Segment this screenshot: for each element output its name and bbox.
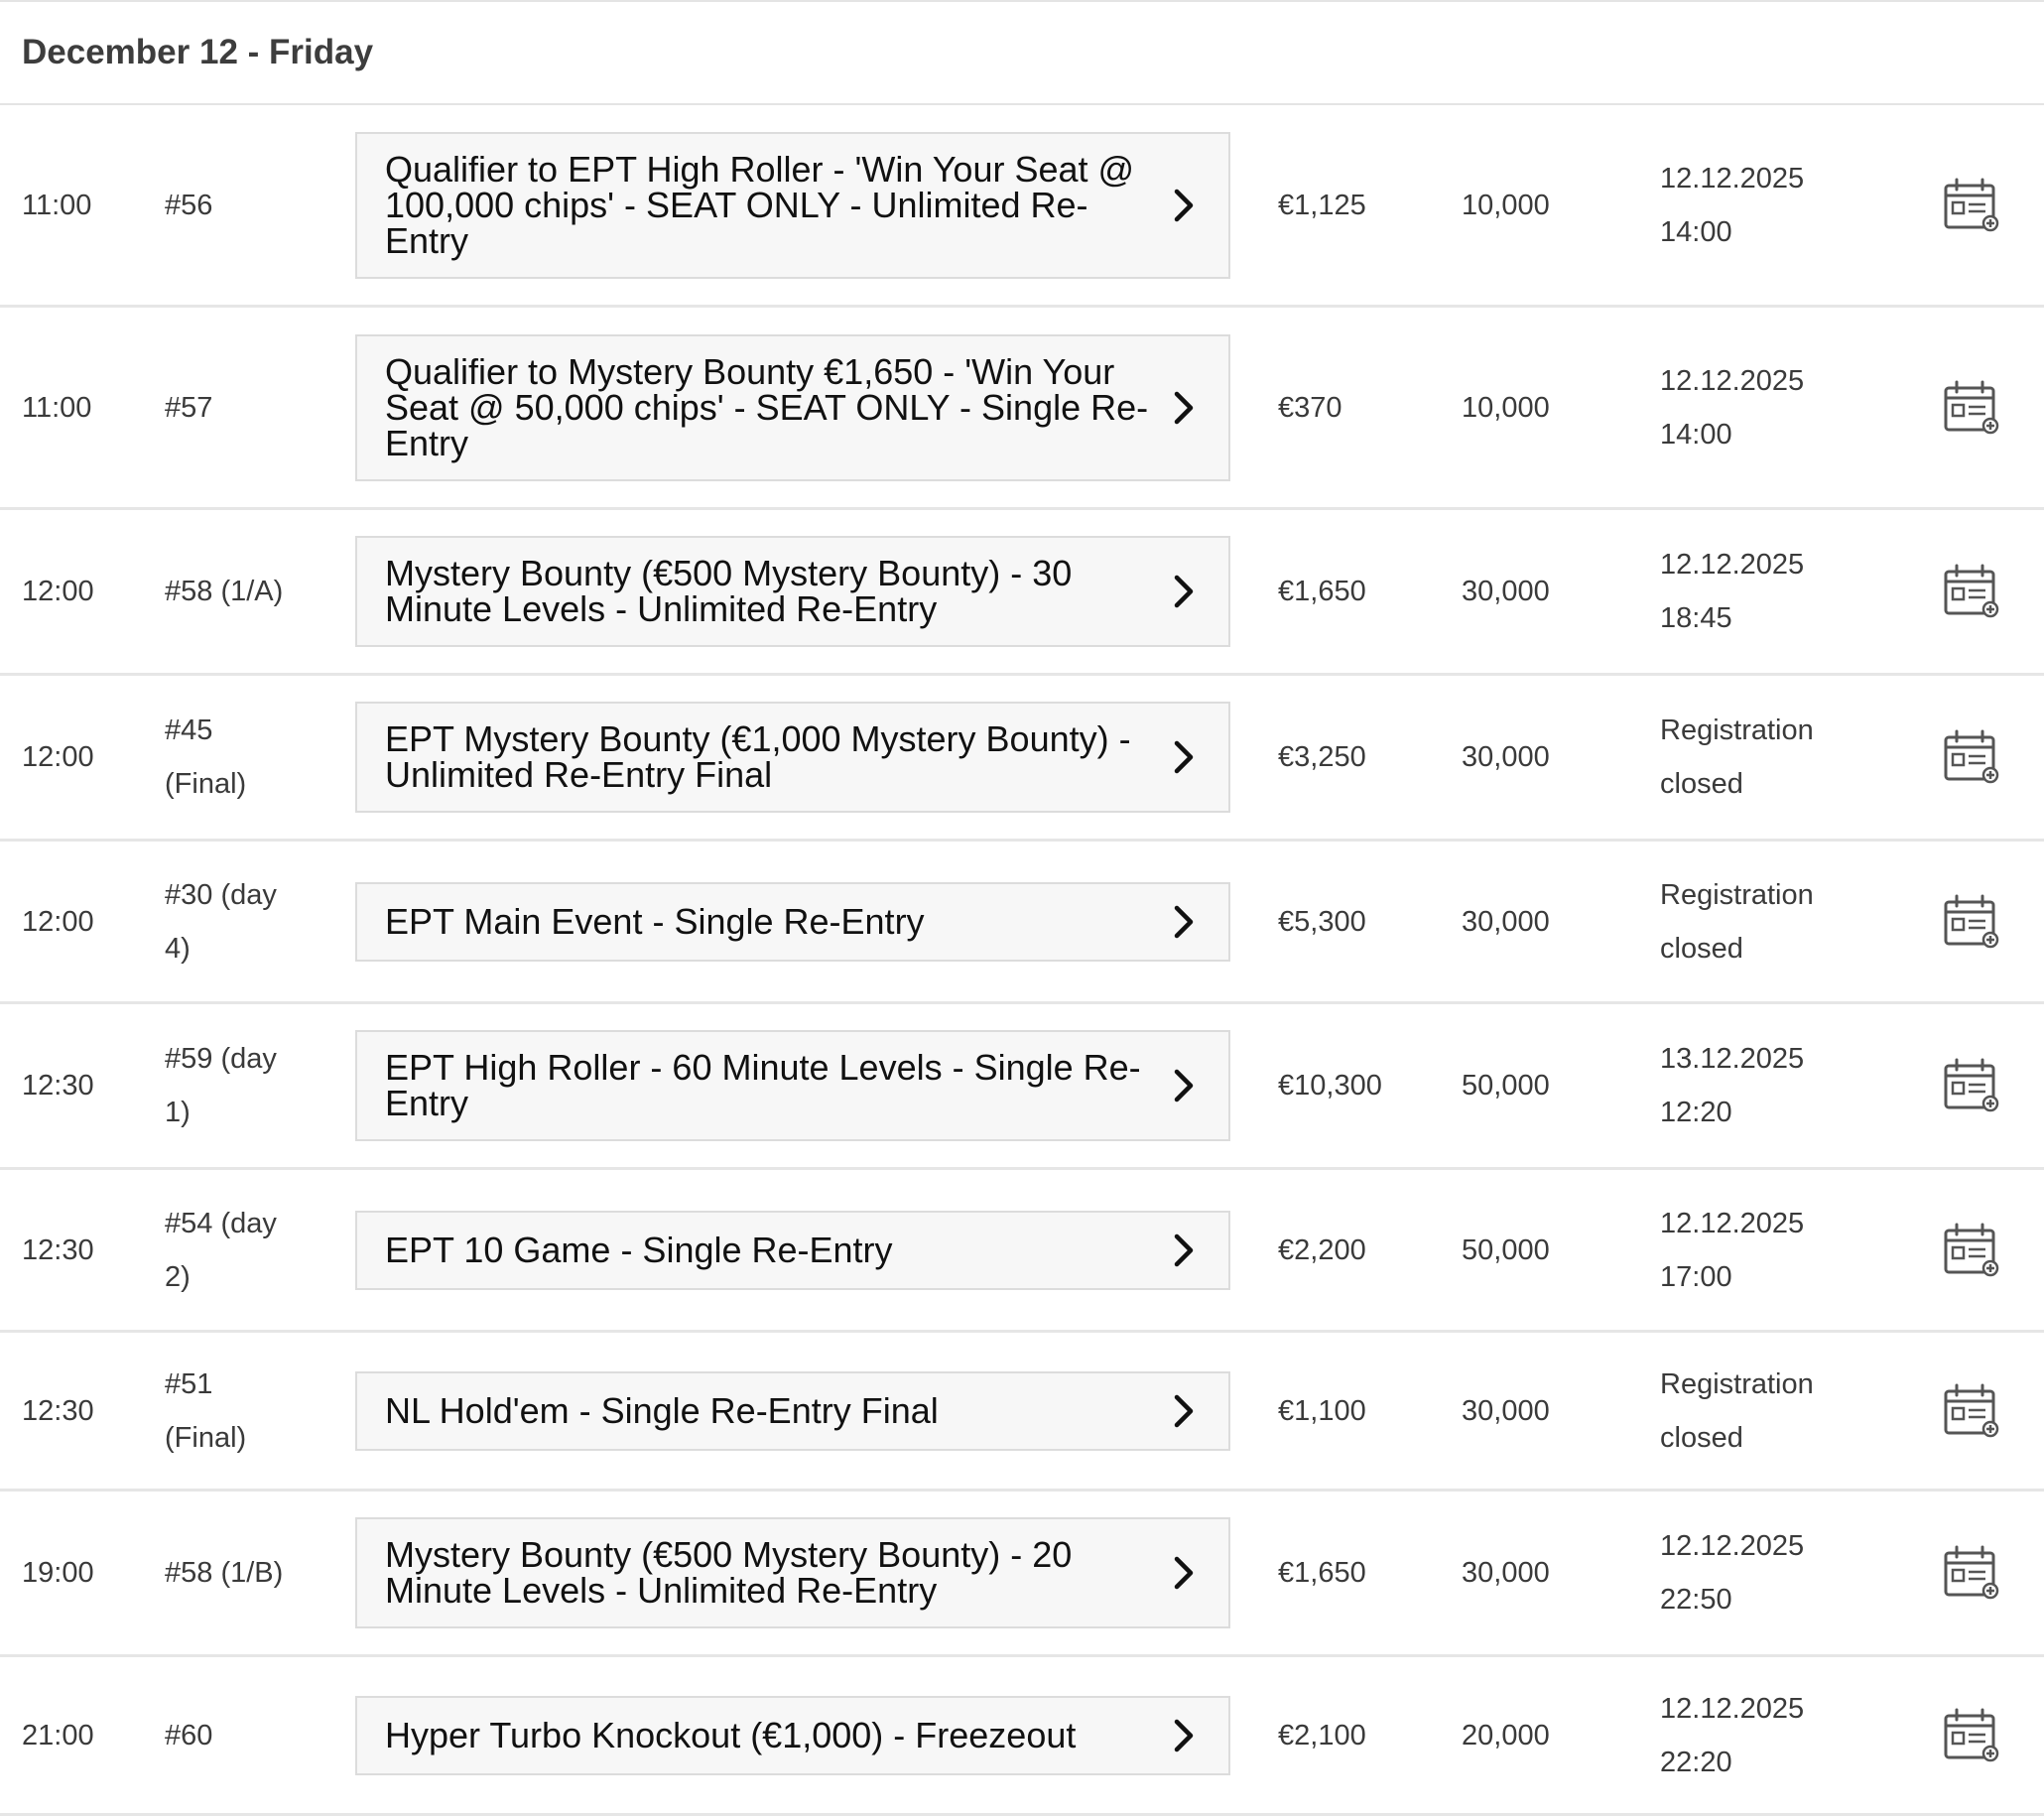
starting-stack: 50,000 <box>1462 1233 1550 1266</box>
late-registration <box>1634 1358 1898 1465</box>
event-name: EPT Main Event - Single Re-Entry <box>385 900 925 942</box>
calendar-cell <box>1898 1707 2044 1764</box>
late-reg-line1: Registration <box>1660 1367 1814 1400</box>
calendar-cell <box>1898 177 2044 234</box>
event-name-cell <box>333 334 1252 481</box>
schedule-row <box>0 308 2044 510</box>
event-name: Qualifier to Mystery Bounty €1,650 - 'Win Your Seat @ 50,000 chips' - SEAT ONLY - Single Re-Entry <box>385 350 1149 463</box>
buy-in: €5,300 <box>1278 905 1366 938</box>
buy-in: €370 <box>1278 391 1342 424</box>
schedule-row <box>0 676 2044 842</box>
event-name-cell <box>333 536 1252 647</box>
schedule-row <box>0 842 2044 1004</box>
event-name-button[interactable] <box>355 1371 1230 1451</box>
day-header: December 12 - Friday <box>0 0 2044 105</box>
event-name-button[interactable] <box>355 1211 1230 1290</box>
event-number: #45 (Final) <box>165 714 247 800</box>
late-reg-line1: Registration <box>1660 878 1814 911</box>
start-time: 19:00 <box>22 1557 94 1589</box>
chevron-right-icon <box>1169 1231 1199 1270</box>
calendar-cell <box>1898 563 2044 620</box>
late-registration <box>1634 538 1898 645</box>
late-reg-line2: 12:20 <box>1660 1097 1732 1128</box>
event-name: NL Hold'em - Single Re-Entry Final <box>385 1389 939 1431</box>
event-name-cell <box>333 882 1252 962</box>
chevron-right-icon <box>1169 1391 1199 1431</box>
late-reg-line1: 12.12.2025 <box>1660 549 1805 581</box>
event-name: Mystery Bounty (€500 Mystery Bounty) - 30 Minute Levels - Unlimited Re-Entry <box>385 553 1073 629</box>
event-name-cell <box>333 1371 1252 1451</box>
event-number: #56 <box>165 189 213 221</box>
event-name-cell <box>333 1030 1252 1141</box>
starting-stack: 50,000 <box>1462 1070 1550 1102</box>
add-to-calendar-icon[interactable] <box>1942 728 2001 786</box>
late-registration <box>1634 868 1898 975</box>
event-name-cell <box>333 132 1252 279</box>
calendar-cell <box>1898 728 2044 786</box>
event-name-button[interactable] <box>355 536 1230 647</box>
calendar-cell <box>1898 379 2044 437</box>
late-reg-line1: 12.12.2025 <box>1660 162 1805 195</box>
event-name-button[interactable] <box>355 882 1230 962</box>
late-registration <box>1634 1519 1898 1626</box>
start-time: 12:30 <box>22 1233 94 1266</box>
starting-stack: 20,000 <box>1462 1719 1550 1751</box>
event-number: #51 (Final) <box>165 1367 247 1454</box>
calendar-cell <box>1898 1222 2044 1279</box>
event-name-button[interactable] <box>355 1517 1230 1628</box>
add-to-calendar-icon[interactable] <box>1942 563 2001 620</box>
schedule-row <box>0 1170 2044 1333</box>
event-name-cell <box>333 1517 1252 1628</box>
event-name-button[interactable] <box>355 702 1230 813</box>
late-registration <box>1634 704 1898 811</box>
event-name-button[interactable] <box>355 132 1230 279</box>
chevron-right-icon <box>1169 572 1199 611</box>
buy-in: €2,100 <box>1278 1719 1366 1751</box>
starting-stack: 30,000 <box>1462 1557 1550 1589</box>
late-reg-line2: 14:00 <box>1660 418 1732 451</box>
late-registration <box>1634 354 1898 461</box>
starting-stack: 10,000 <box>1462 391 1550 424</box>
schedule-row <box>0 510 2044 676</box>
late-registration <box>1634 1032 1898 1139</box>
event-name-button[interactable] <box>355 334 1230 481</box>
schedule-row <box>0 1657 2044 1816</box>
add-to-calendar-icon[interactable] <box>1942 177 2001 234</box>
late-reg-line2: 14:00 <box>1660 215 1732 248</box>
buy-in: €10,300 <box>1278 1070 1382 1102</box>
event-name: Hyper Turbo Knockout (€1,000) - Freezeout <box>385 1714 1077 1755</box>
event-number: #30 (day 4) <box>165 878 277 965</box>
buy-in: €3,250 <box>1278 741 1366 773</box>
add-to-calendar-icon[interactable] <box>1942 893 2001 951</box>
chevron-right-icon <box>1169 388 1199 428</box>
schedule-row <box>0 1492 2044 1657</box>
late-reg-line2: 17:00 <box>1660 1260 1732 1293</box>
late-registration <box>1634 1682 1898 1789</box>
late-registration <box>1634 1197 1898 1304</box>
start-time: 11:00 <box>22 391 92 424</box>
late-reg-line2: 18:45 <box>1660 602 1732 634</box>
late-reg-line1: 12.12.2025 <box>1660 364 1805 397</box>
starting-stack: 10,000 <box>1462 189 1550 221</box>
late-registration <box>1634 152 1898 259</box>
event-name-cell <box>333 1211 1252 1290</box>
chevron-right-icon <box>1169 1553 1199 1593</box>
chevron-right-icon <box>1169 1716 1199 1755</box>
buy-in: €1,650 <box>1278 1557 1366 1589</box>
starting-stack: 30,000 <box>1462 905 1550 938</box>
start-time: 12:00 <box>22 576 94 607</box>
chevron-right-icon <box>1169 902 1199 942</box>
starting-stack: 30,000 <box>1462 1394 1550 1427</box>
schedule-rows <box>0 105 2044 1816</box>
event-name-cell <box>333 702 1252 813</box>
calendar-cell <box>1898 1544 2044 1602</box>
late-reg-line2: 22:50 <box>1660 1584 1732 1616</box>
schedule-row <box>0 1004 2044 1170</box>
starting-stack: 30,000 <box>1462 576 1550 607</box>
start-time: 21:00 <box>22 1719 94 1751</box>
buy-in: €1,650 <box>1278 576 1366 607</box>
event-number: #59 (day 1) <box>165 1043 277 1128</box>
late-reg-line1: 12.12.2025 <box>1660 1207 1805 1239</box>
start-time: 12:30 <box>22 1070 94 1102</box>
event-number: #54 (day 2) <box>165 1207 277 1293</box>
add-to-calendar-icon[interactable] <box>1942 379 2001 437</box>
event-name: EPT Mystery Bounty (€1,000 Mystery Bounty) - Unlimited Re-Entry Final <box>385 718 1131 795</box>
event-name: Mystery Bounty (€500 Mystery Bounty) - 20 Minute Levels - Unlimited Re-Entry <box>385 1534 1073 1611</box>
event-name-cell <box>333 1696 1252 1775</box>
calendar-cell <box>1898 893 2044 951</box>
late-reg-line1: 12.12.2025 <box>1660 1692 1805 1725</box>
event-name: EPT High Roller - 60 Minute Levels - Single Re-Entry <box>385 1047 1141 1123</box>
event-number: #58 (1/A) <box>165 576 284 607</box>
event-number: #57 <box>165 391 213 424</box>
event-name: EPT 10 Game - Single Re-Entry <box>385 1229 893 1270</box>
add-to-calendar-icon[interactable] <box>1942 1057 2001 1114</box>
event-number: #60 <box>165 1719 213 1751</box>
add-to-calendar-icon[interactable] <box>1942 1544 2001 1602</box>
start-time: 11:00 <box>22 189 92 221</box>
late-reg-line2: closed <box>1660 768 1743 800</box>
chevron-right-icon <box>1169 737 1199 777</box>
late-reg-line2: closed <box>1660 1421 1743 1454</box>
late-reg-line1: Registration <box>1660 714 1814 746</box>
calendar-cell <box>1898 1382 2044 1440</box>
start-time: 12:00 <box>22 905 94 938</box>
add-to-calendar-icon[interactable] <box>1942 1382 2001 1440</box>
chevron-right-icon <box>1169 186 1199 225</box>
add-to-calendar-icon[interactable] <box>1942 1222 2001 1279</box>
late-reg-line2: 22:20 <box>1660 1746 1732 1778</box>
event-name-button[interactable] <box>355 1030 1230 1141</box>
event-name: Qualifier to EPT High Roller - 'Win Your Seat @ 100,000 chips' - SEAT ONLY - Unlimited Re-Entry <box>385 148 1135 261</box>
buy-in: €1,100 <box>1278 1394 1366 1427</box>
late-reg-line2: closed <box>1660 932 1743 965</box>
buy-in: €1,125 <box>1278 189 1366 221</box>
buy-in: €2,200 <box>1278 1233 1366 1266</box>
late-reg-line1: 13.12.2025 <box>1660 1043 1805 1075</box>
chevron-right-icon <box>1169 1066 1199 1105</box>
start-time: 12:00 <box>22 741 94 773</box>
event-name-button[interactable] <box>355 1696 1230 1775</box>
add-to-calendar-icon[interactable] <box>1942 1707 2001 1764</box>
starting-stack: 30,000 <box>1462 741 1550 773</box>
calendar-cell <box>1898 1057 2044 1114</box>
start-time: 12:30 <box>22 1394 94 1427</box>
schedule-row <box>0 1333 2044 1492</box>
event-number: #58 (1/B) <box>165 1557 284 1589</box>
schedule-row <box>0 105 2044 308</box>
late-reg-line1: 12.12.2025 <box>1660 1530 1805 1562</box>
